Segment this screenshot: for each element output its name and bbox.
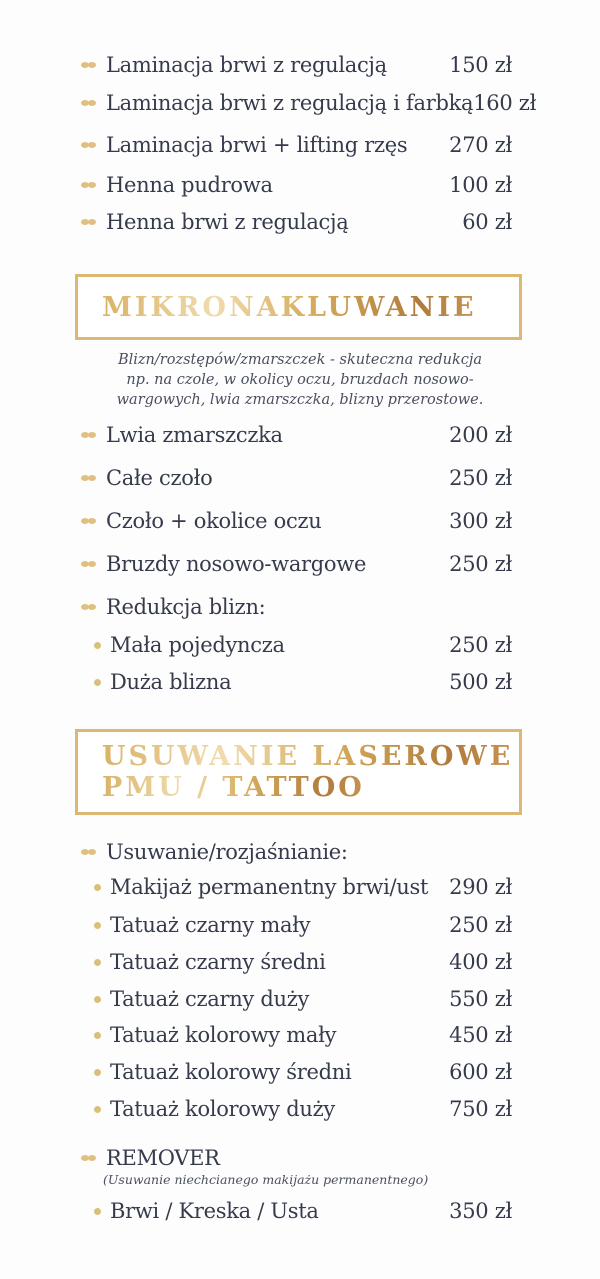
section-header-laser-removal: [75, 729, 522, 815]
service-label: Tatuaż czarny średni: [110, 950, 326, 974]
service-label: Tatuaż czarny mały: [110, 913, 311, 937]
service-label: Tatuaż czarny duży: [110, 987, 310, 1011]
description-line: np. na czole, w okolicy oczu, bruzdach nosowo-: [126, 372, 474, 388]
price-row: [94, 1020, 512, 1050]
price-row: [80, 463, 512, 493]
service-label: Tatuaż kolorowy duży: [110, 1097, 335, 1121]
subheading-row: [80, 592, 512, 622]
price-row: [80, 549, 512, 579]
ornament-bullet-icon: [80, 430, 98, 440]
subheading-label: Redukcja blizn:: [106, 595, 266, 619]
description-line: Blizn/rozstępów/zmarszczek - skuteczna redukcja: [117, 352, 483, 368]
price-row: [80, 506, 512, 536]
dot-bullet-icon: [94, 884, 101, 891]
service-price: 160 zł: [473, 91, 537, 115]
dot-bullet-icon: [94, 1106, 101, 1113]
dot-bullet-icon: [94, 679, 101, 686]
price-row: [80, 88, 537, 118]
price-row: [94, 1057, 512, 1087]
price-row: [80, 170, 512, 200]
ornament-bullet-icon: [80, 140, 98, 150]
ornament-bullet-icon: [80, 516, 98, 526]
dot-bullet-icon: [94, 996, 101, 1003]
service-price: 550 zł: [449, 987, 512, 1011]
ornament-bullet-icon: [80, 180, 98, 190]
service-label: Duża blizna: [110, 670, 232, 694]
section-title-line2: PMU / TATTOO: [102, 772, 365, 803]
price-row: [80, 207, 512, 237]
service-price: 200 zł: [449, 423, 512, 447]
service-price: 400 zł: [449, 950, 512, 974]
ornament-bullet-icon: [80, 602, 98, 612]
price-row: [94, 1196, 512, 1226]
dot-bullet-icon: [94, 1208, 101, 1215]
price-row: [94, 667, 512, 697]
section-header-mikronakluwanie: [75, 274, 522, 340]
subheading-row: [80, 837, 512, 867]
service-label: Laminacja brwi z regulacją i farbką: [106, 91, 474, 115]
service-price: 100 zł: [449, 173, 512, 197]
section-title: MIKRONAKLUWANIE: [102, 292, 477, 323]
description-line: wargowych, lwia zmarszczka, blizny przerostowe.: [116, 392, 484, 408]
service-price: 450 zł: [449, 1023, 512, 1047]
service-price: 750 zł: [449, 1097, 512, 1121]
service-price: 250 zł: [449, 552, 512, 576]
subheading-label: Usuwanie/rozjaśnianie:: [106, 840, 348, 864]
ornament-bullet-icon: [80, 1153, 98, 1163]
dot-bullet-icon: [94, 959, 101, 966]
service-price: 300 zł: [449, 509, 512, 533]
price-row: [80, 50, 512, 80]
service-label: Tatuaż kolorowy średni: [110, 1060, 352, 1084]
price-row: [94, 910, 512, 940]
service-label: Czoło + okolice oczu: [106, 509, 322, 533]
service-label: Całe czoło: [106, 466, 213, 490]
service-label: Laminacja brwi z regulacją: [106, 53, 387, 77]
price-row: [80, 420, 512, 450]
remover-note: (Usuwanie niechcianego makijażu permanentnego): [103, 1172, 429, 1187]
dot-bullet-icon: [94, 922, 101, 929]
ornament-bullet-icon: [80, 98, 98, 108]
subheading-label: REMOVER: [106, 1146, 220, 1170]
service-label: Lwia zmarszczka: [106, 423, 283, 447]
price-row: [94, 630, 512, 660]
service-price: 290 zł: [449, 875, 512, 899]
price-row: [94, 947, 512, 977]
service-price: 60 zł: [462, 210, 512, 234]
service-label: Mała pojedyncza: [110, 633, 285, 657]
section-description: [80, 350, 520, 410]
price-row: [80, 130, 512, 160]
dot-bullet-icon: [94, 642, 101, 649]
price-row: [94, 1094, 512, 1124]
subheading-row: [80, 1143, 512, 1173]
service-label: Makijaż permanentny brwi/ust: [110, 875, 429, 899]
ornament-bullet-icon: [80, 847, 98, 857]
service-price: 250 zł: [449, 633, 512, 657]
service-label: Laminacja brwi + lifting rzęs: [106, 133, 408, 157]
dot-bullet-icon: [94, 1032, 101, 1039]
service-price: 250 zł: [449, 913, 512, 937]
price-row: [94, 872, 512, 902]
service-price: 150 zł: [449, 53, 512, 77]
dot-bullet-icon: [94, 1069, 101, 1076]
service-price: 600 zł: [449, 1060, 512, 1084]
service-label: Bruzdy nosowo-wargowe: [106, 552, 367, 576]
ornament-bullet-icon: [80, 60, 98, 70]
service-price: 250 zł: [449, 466, 512, 490]
service-price: 500 zł: [449, 670, 512, 694]
service-label: Brwi / Kreska / Usta: [110, 1199, 319, 1223]
ornament-bullet-icon: [80, 559, 98, 569]
ornament-bullet-icon: [80, 217, 98, 227]
service-label: Henna brwi z regulacją: [106, 210, 349, 234]
service-price: 270 zł: [449, 133, 512, 157]
ornament-bullet-icon: [80, 473, 98, 483]
service-label: Henna pudrowa: [106, 173, 273, 197]
service-price: 350 zł: [449, 1199, 512, 1223]
service-label: Tatuaż kolorowy mały: [110, 1023, 337, 1047]
section-title-line1: USUWANIE LASEROWE: [102, 741, 514, 772]
price-row: [94, 984, 512, 1014]
